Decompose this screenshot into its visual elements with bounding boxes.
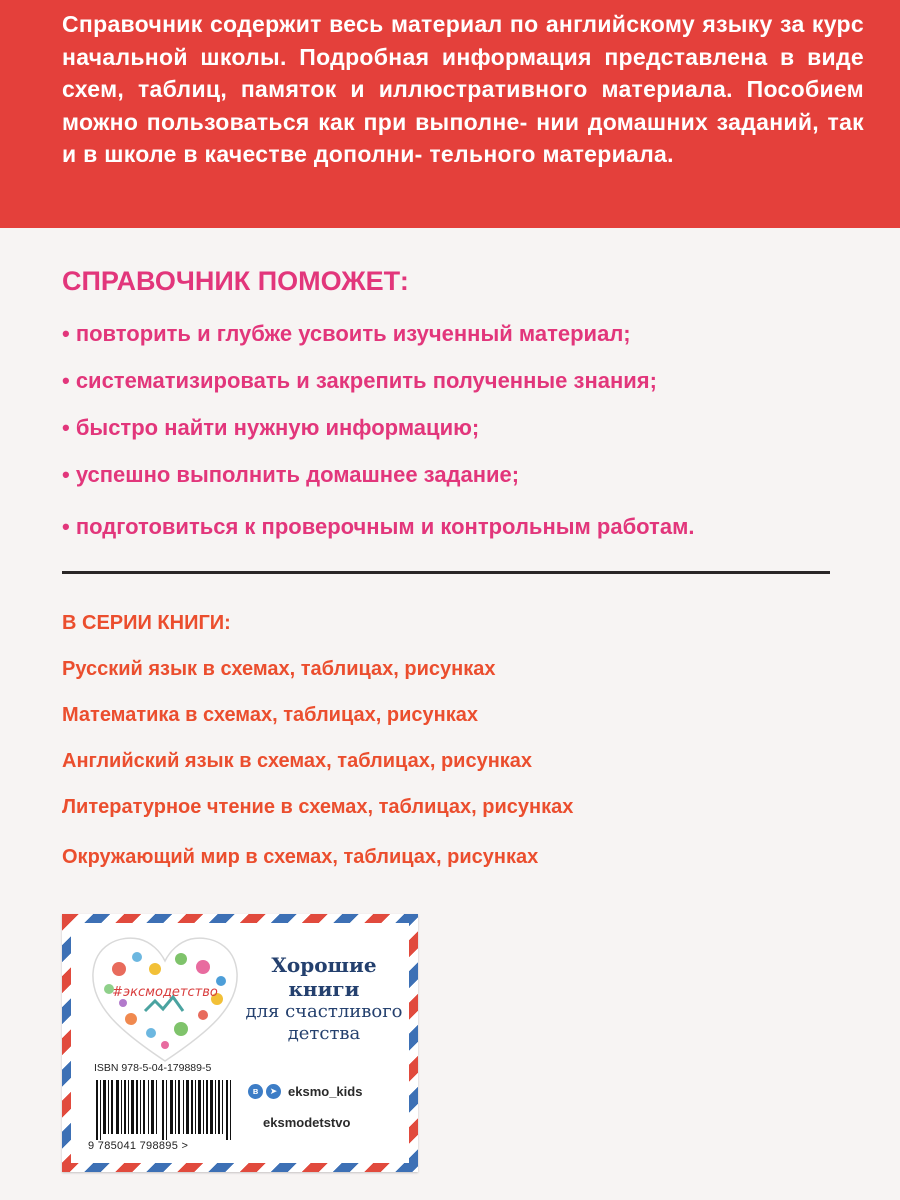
series-heading: В СЕРИИ КНИГИ:	[62, 612, 231, 634]
intro-line: тельного материала.	[429, 141, 674, 167]
helps-list	[62, 316, 694, 556]
series-item: Окружающий мир в схемах, таблицах, рисунках	[62, 846, 539, 868]
series-list	[62, 652, 573, 886]
helps-heading: СПРАВОЧНИК ПОМОЖЕТ:	[62, 266, 409, 296]
vk-icon[interactable]: в	[248, 1084, 263, 1099]
publisher-postcard	[62, 914, 418, 1172]
postcard-inner	[71, 923, 409, 1163]
slogan-line: Хорошие	[271, 953, 377, 977]
intro-line: материала. Пособием можно пользоваться как при выполне-	[62, 76, 864, 135]
helps-item: • успешно выполнить домашнее задание;	[62, 462, 520, 487]
intro-line: представлена в виде схем, таблиц, памяток и иллюстративного	[62, 43, 864, 102]
barcode-box	[88, 1056, 240, 1156]
intro-line: языку за курс начальной школы. Подробная информация	[62, 11, 864, 70]
isbn-label: ISBN 978-5-04-179889-5	[94, 1062, 212, 1074]
social-row	[248, 1084, 362, 1099]
barcode-icon	[92, 1080, 240, 1140]
site-name[interactable]: eksmodetstvo	[263, 1115, 351, 1130]
intro-text	[62, 8, 864, 171]
helps-item: • систематизировать и закрепить полученные знания;	[62, 368, 657, 393]
slogan	[239, 953, 409, 1045]
slogan-line: книги	[288, 977, 360, 1001]
hashtag-label: #эксмодетство	[112, 985, 218, 1000]
heart-logo-icon	[85, 929, 245, 1069]
series-item: Литературное чтение в схемах, таблицах, рисунках	[62, 796, 574, 818]
helps-item: • подготовиться к проверочным и контрольным работам.	[62, 514, 695, 539]
slogan-line: для счастливого	[245, 1001, 403, 1022]
helps-item: • повторить и глубже усвоить изученный материал;	[62, 321, 631, 346]
intro-line: нии домашних заданий, так и в школе в качестве дополни-	[62, 108, 864, 167]
social-handle[interactable]: eksmo_kids	[288, 1084, 363, 1099]
series-item: Русский язык в схемах, таблицах, рисунках	[62, 658, 496, 680]
slogan-line: детства	[287, 1023, 361, 1044]
intro-line: Справочник содержит весь материал по английскому	[62, 11, 695, 37]
helps-item: • быстро найти нужную информацию;	[62, 415, 480, 440]
series-item: Математика в схемах, таблицах, рисунках	[62, 704, 478, 726]
barcode-number: 9 785041 798895 >	[88, 1140, 189, 1152]
telegram-icon[interactable]: ➤	[266, 1084, 281, 1099]
section-divider	[62, 571, 830, 574]
series-item: Английский язык в схемах, таблицах, рисунках	[62, 750, 533, 772]
